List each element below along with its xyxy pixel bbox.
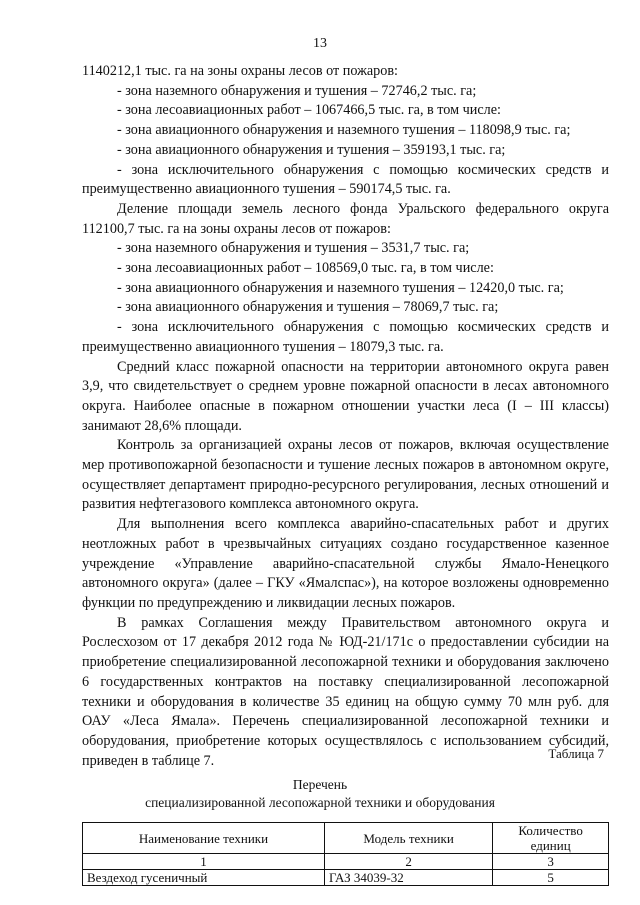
table-cell: 3	[493, 854, 609, 870]
column-header: Модель техники	[324, 823, 492, 854]
list-item: - зона авиационного обнаружения и наземного тушения – 118098,9 тыс. га;	[117, 122, 571, 139]
list-item: - зона лесоавиационных работ – 1067466,5 тыс. га, в том числе:	[117, 102, 501, 119]
list-item: - зона наземного обнаружения и тушения – 72746,2 тыс. га;	[117, 82, 477, 99]
paragraph-agreement: В рамках Соглашения между Правительством автономного округа и Рослесхозом от 17 декабря 2012 года № ЮД-21/171с о предоставлении субсидии на приобретение специализированной лесопожарной техники и оборудования заключено 6 государственных контрактов на поставку специализированной лесопожарной техники и оборудования в количестве 35 единиц на общую сумму 70 млн руб. для ОАУ «Леса Ямала». Перечень специализированной лесопожарной техники и оборудования, приобретение которых осуществлялось с использованием субсидий, приведен в таблице 7.	[82, 614, 609, 769]
equipment-table	[82, 822, 609, 886]
table-row	[83, 870, 609, 886]
table-cell: 5	[493, 870, 609, 886]
list-item: - зона авиационного обнаружения и тушения – 359193,1 тыс. га;	[117, 141, 506, 158]
table-header-row	[83, 823, 609, 854]
table-cell: Вездеход гусеничный	[83, 870, 325, 886]
paragraph-emergency-service: Для выполнения всего комплекса аварийно-спасательных работ и других неотложных работ в чрезвычайных ситуациях создано государственное казенное учреждение «Управление аварийно-спасательной службы Ямало-Ненецкого автономного округа» (далее – ГКУ «Ямалспас»), на которое возложены одновременно функции по предупреждению и ликвидации лесных пожаров.	[82, 516, 609, 611]
table-title	[0, 776, 640, 812]
page-number: 13	[313, 36, 327, 51]
paragraph-ural-district: Деление площади земель лесного фонда Уральского федерального округа 112100,7 тыс. га на зоны охраны лесов от пожаров:	[82, 200, 609, 237]
column-header: Наименование техники	[83, 823, 325, 854]
list-item: - зона авиационного обнаружения и наземного тушения – 12420,0 тыс. га;	[117, 279, 564, 296]
list-item: - зона исключительного обнаружения с помощью космических средств и преимущественно авиационного тушения – 590174,5 тыс. га.	[82, 161, 609, 198]
list-item: - зона авиационного обнаружения и тушения – 78069,7 тыс. га;	[117, 299, 499, 316]
paragraph-fire-class: Средний класс пожарной опасности на территории автономного округа равен 3,9, что свидетельствует о среднем уровне пожарной опасности в лесах автономного округа. Наиболее опасные в пожарном отношении участки леса (I – III классы) занимают 28,6% площади.	[82, 358, 609, 434]
table-title-line: Перечень	[292, 777, 348, 792]
table-title-line: специализированной лесопожарной техники и оборудования	[145, 795, 495, 810]
table-cell: 2	[324, 854, 492, 870]
table-cell: 1	[83, 854, 325, 870]
list-item: - зона исключительного обнаружения с помощью космических средств и преимущественно авиационного тушения – 18079,3 тыс. га.	[82, 319, 609, 355]
list-item: - зона лесоавиационных работ – 108569,0 тыс. га, в том числе:	[117, 260, 494, 277]
column-header: Количество единиц	[493, 823, 609, 854]
document-body	[82, 62, 609, 771]
paragraph-zones-intro: 1140212,1 тыс. га на зоны охраны лесов от пожаров:	[82, 63, 399, 79]
table-cell: ГАЗ 34039-32	[324, 870, 492, 886]
list-item: - зона наземного обнаружения и тушения – 3531,7 тыс. га;	[117, 240, 470, 257]
paragraph-control: Контроль за организацией охраны лесов от пожаров, включая осуществление мер противопожарной безопасности и тушение лесных пожаров в автономном округе, осуществляет департамент природно-ресурсного регулирования, лесных отношений и развития нефтегазового комплекса автономного округа.	[82, 437, 609, 513]
table-caption: Таблица 7	[548, 746, 604, 761]
table-numbering-row	[83, 854, 609, 870]
